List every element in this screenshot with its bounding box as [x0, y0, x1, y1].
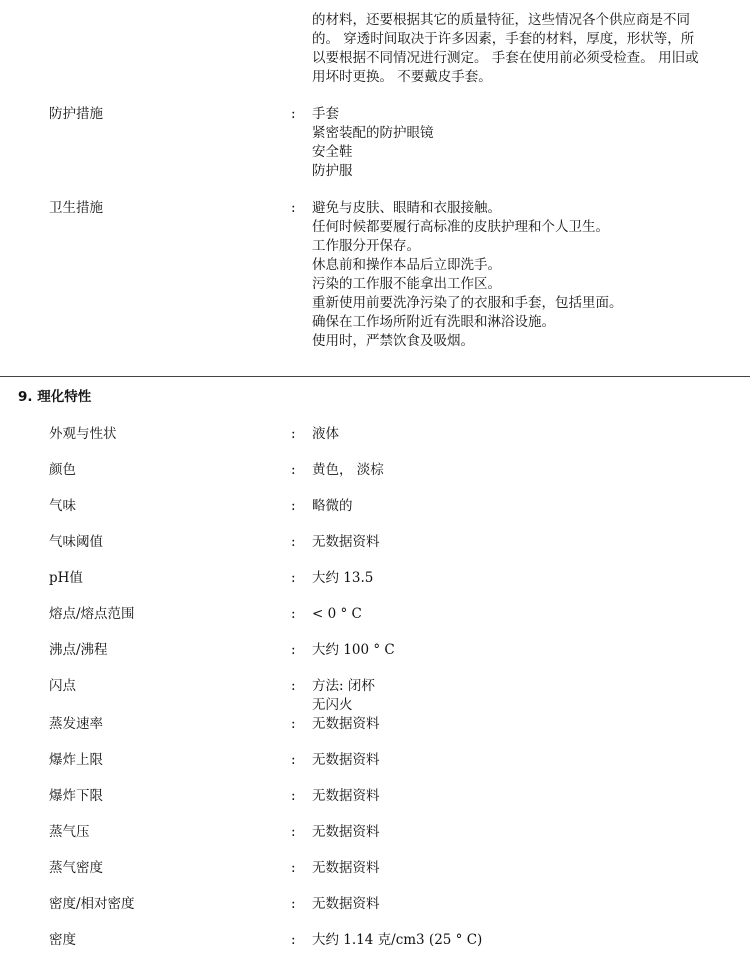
- colon: :: [291, 106, 296, 122]
- colon: :: [291, 642, 296, 658]
- value-line: 手套: [312, 106, 339, 122]
- colon: :: [291, 606, 296, 622]
- colon: :: [291, 534, 296, 550]
- property-value: 大约 13.5: [312, 570, 374, 586]
- property-label: 气味阈值: [49, 534, 103, 550]
- property-label: 蒸气密度: [49, 860, 103, 876]
- colon: :: [291, 570, 296, 586]
- property-label: 蒸发速率: [49, 716, 103, 732]
- property-label: 气味: [49, 498, 76, 514]
- text-line: 以要根据不同情况进行测定。 手套在使用前必须受检查。 用旧或: [312, 50, 699, 66]
- colon: :: [291, 462, 296, 478]
- value-line: 重新使用前要洗净污染了的衣服和手套，包括里面。: [312, 295, 623, 311]
- property-value: 略微的: [312, 498, 353, 514]
- property-value: 黄色， 淡棕: [312, 462, 384, 478]
- colon: :: [291, 200, 296, 216]
- property-label: 爆炸上限: [49, 752, 103, 768]
- hygiene-measures-label: 卫生措施: [49, 200, 103, 216]
- property-label: 颜色: [49, 462, 76, 478]
- section-divider: [0, 376, 750, 377]
- colon: :: [291, 498, 296, 514]
- value-line: 任何时候都要履行高标准的皮肤护理和个人卫生。: [312, 219, 609, 235]
- property-label: pH值: [49, 570, 83, 586]
- property-value: 无闪火: [312, 697, 353, 713]
- value-line: 确保在工作场所附近有洗眼和淋浴设施。: [312, 314, 555, 330]
- property-label: 闪点: [49, 678, 76, 694]
- colon: :: [291, 860, 296, 876]
- property-value: 液体: [312, 426, 339, 442]
- property-label: 密度/相对密度: [49, 896, 135, 912]
- colon: :: [291, 788, 296, 804]
- colon: :: [291, 824, 296, 840]
- colon: :: [291, 426, 296, 442]
- hygiene-measures-values: [312, 199, 623, 351]
- colon: :: [291, 896, 296, 912]
- property-value: 无数据资料: [312, 716, 380, 732]
- value-line: 紧密装配的防护眼镜: [312, 125, 434, 141]
- value-line: 避免与皮肤、眼睛和衣服接触。: [312, 200, 501, 216]
- property-value: 大约 1.14 克/cm3 (25 ° C): [312, 932, 483, 948]
- value-line: 污染的工作服不能拿出工作区。: [312, 276, 501, 292]
- value-line: 使用时，严禁饮食及吸烟。: [312, 333, 474, 349]
- property-value: 方法: 闭杯: [312, 678, 375, 694]
- property-label: 沸点/沸程: [49, 642, 108, 658]
- section-9-title: 9. 理化特性: [18, 389, 92, 405]
- property-value: 无数据资料: [312, 824, 380, 840]
- gloves-description: [312, 11, 699, 87]
- colon: :: [291, 752, 296, 768]
- property-label: 熔点/熔点范围: [49, 606, 135, 622]
- property-label: 蒸气压: [49, 824, 90, 840]
- text-line: 的。 穿透时间取决于许多因素，手套的材料，厚度，形状等，所: [312, 31, 695, 47]
- value-line: 休息前和操作本品后立即洗手。: [312, 257, 501, 273]
- value-line: 安全鞋: [312, 144, 353, 160]
- property-value: 无数据资料: [312, 896, 380, 912]
- colon: :: [291, 716, 296, 732]
- property-value: 无数据资料: [312, 752, 380, 768]
- property-label: 外观与性状: [49, 426, 117, 442]
- protection-measures-label: 防护措施: [49, 106, 103, 122]
- colon: :: [291, 678, 296, 694]
- protection-measures-values: [312, 105, 434, 181]
- value-line: 工作服分开保存。: [312, 238, 420, 254]
- property-value: 无数据资料: [312, 860, 380, 876]
- property-label: 密度: [49, 932, 76, 948]
- property-value: 无数据资料: [312, 534, 380, 550]
- property-value: 大约 100 ° C: [312, 642, 395, 658]
- value-line: 防护服: [312, 163, 353, 179]
- property-value: 无数据资料: [312, 788, 380, 804]
- text-line: 用坏时更换。 不要戴皮手套。: [312, 69, 492, 85]
- text-line: 的材料，还要根据其它的质量特征，这些情况各个供应商是不同: [312, 12, 690, 28]
- colon: :: [291, 932, 296, 948]
- property-label: 爆炸下限: [49, 788, 103, 804]
- property-value: < 0 ° C: [312, 606, 362, 622]
